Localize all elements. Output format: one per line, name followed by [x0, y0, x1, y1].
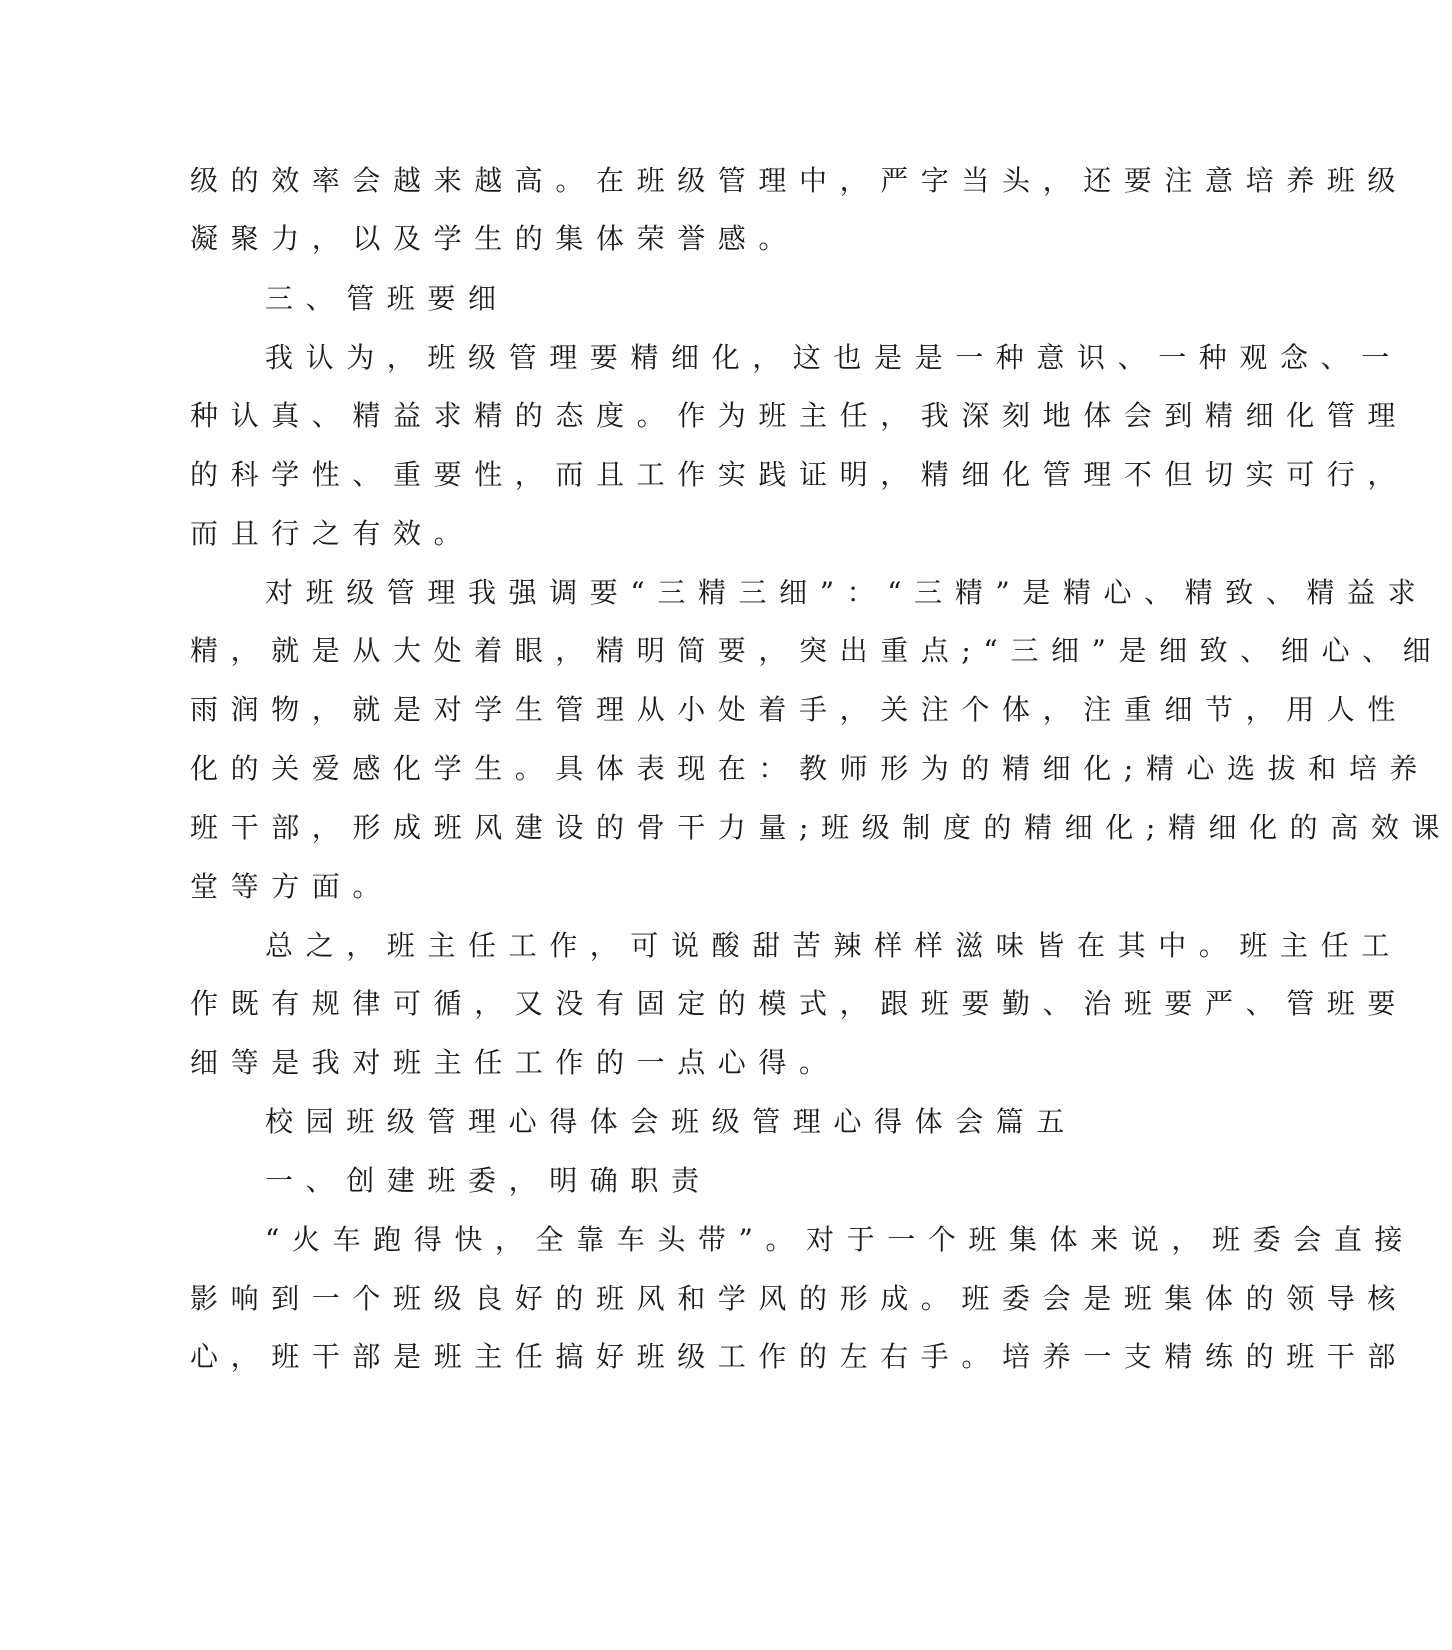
text-line: 雨润物，就是对学生管理从小处着手，关注个体，注重细节，用人性	[190, 693, 1409, 726]
text-line: 细等是我对班主任工作的一点心得。	[190, 1046, 840, 1079]
text-line: 作既有规律可循，又没有固定的模式，跟班要勤、治班要严、管班要	[190, 987, 1409, 1020]
text-line: 化的关爱感化学生。具体表现在：教师形为的精细化;精心选拔和培养	[190, 752, 1431, 785]
text-line: “火车跑得快，全靠车头带”。对于一个班集体来说，班委会直接	[265, 1223, 1416, 1256]
text-line: 种认真、精益求精的态度。作为班主任，我深刻地体会到精细化管理	[190, 399, 1409, 432]
text-line: 心，班干部是班主任搞好班级工作的左右手。培养一支精练的班干部	[190, 1340, 1409, 1373]
text-line: 总之，班主任工作，可说酸甜苦辣样样滋味皆在其中。班主任工	[265, 929, 1402, 962]
text-line: 班干部，形成班风建设的骨干力量;班级制度的精细化;精细化的高效课	[190, 811, 1452, 844]
text-line: 凝聚力，以及学生的集体荣誉感。	[190, 222, 800, 255]
text-line: 堂等方面。	[190, 870, 394, 903]
text-line: 影响到一个班级良好的班风和学风的形成。班委会是班集体的领导核	[190, 1282, 1409, 1315]
text-line: 我认为，班级管理要精细化，这也是是一种意识、一种观念、一	[265, 341, 1402, 374]
text-line: 级的效率会越来越高。在班级管理中，严字当头，还要注意培养班级	[190, 164, 1409, 197]
text-line: 的科学性、重要性，而且工作实践证明，精细化管理不但切实可行，	[190, 458, 1409, 491]
text-line: 精，就是从大处着眼，精明简要，突出重点;“三细”是细致、细心、细	[190, 634, 1444, 667]
text-line: 而且行之有效。	[190, 517, 475, 550]
section-heading: 一、创建班委，明确职责	[265, 1164, 712, 1197]
article-title: 校园班级管理心得体会班级管理心得体会篇五	[265, 1105, 1078, 1138]
section-heading: 三、管班要细	[265, 282, 509, 315]
text-line: 对班级管理我强调要“三精三细”：“三精”是精心、精致、精益求	[265, 576, 1429, 609]
